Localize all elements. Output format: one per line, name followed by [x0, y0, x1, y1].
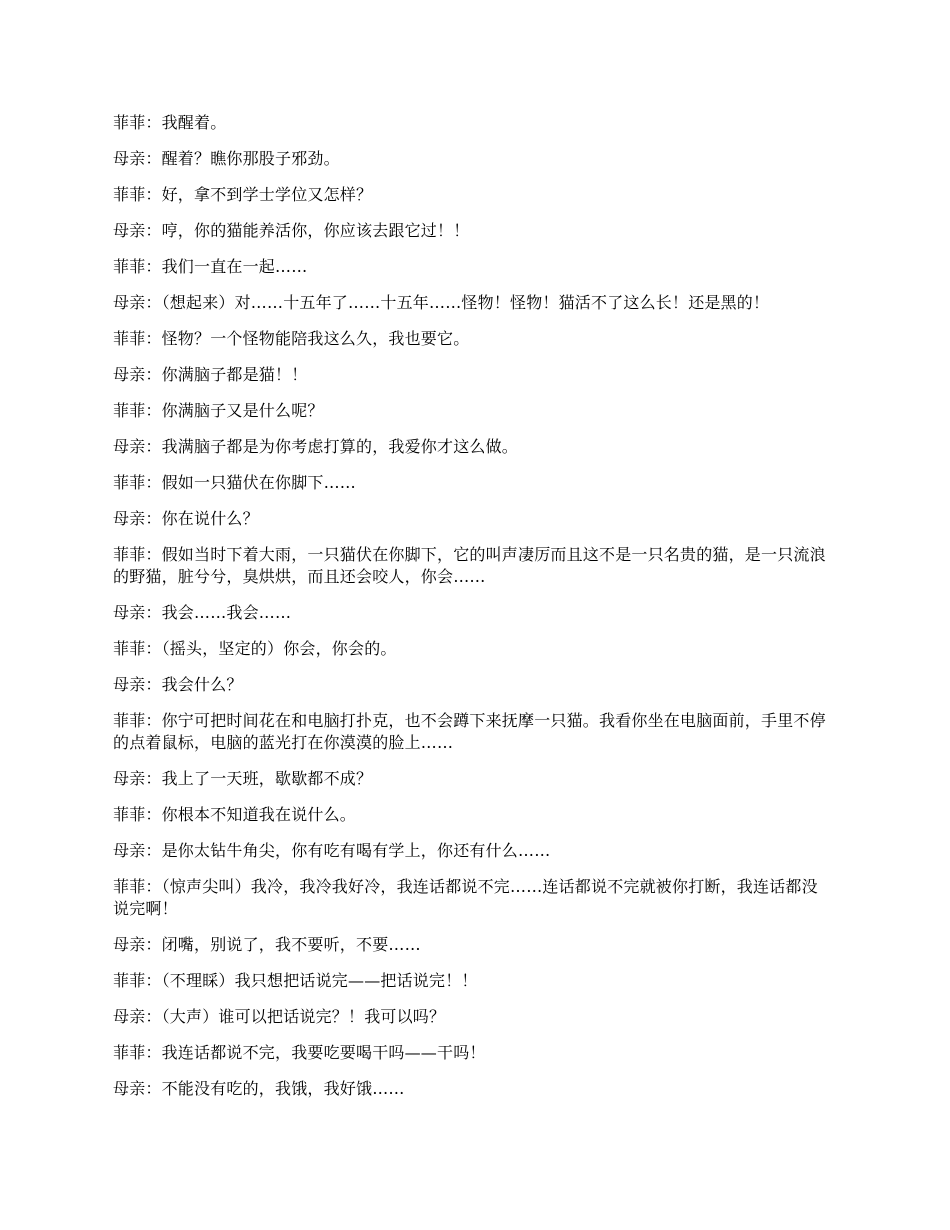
dialogue-line: 母亲：哼，你的猫能养活你，你应该去跟它过！！	[113, 221, 470, 240]
dialogue-line: 菲菲：你根本不知道我在说什么。	[113, 805, 357, 824]
dialogue-line: 菲菲：我连话都说不完，我要吃要喝干吗——干吗！	[113, 1043, 486, 1062]
dialogue-line: 菲菲：（摇头，坚定的）你会，你会的。	[113, 639, 397, 658]
dialogue-line: 菲菲：你宁可把时间花在和电脑打扑克，也不会蹲下来抚摩一只猫。我看你坐在电脑面前，手里不停的点着鼠标，电脑的蓝光打在你漠漠的脸上……	[113, 711, 826, 752]
dialogue-line: 母亲：你满脑子都是猫！！	[113, 365, 308, 384]
dialogue-line: 母亲：我会……我会……	[113, 603, 292, 622]
dialogue-line: 菲菲：好，拿不到学士学位又怎样？	[113, 185, 373, 204]
dialogue-line: 母亲：醒着？瞧你那股子邪劲。	[113, 149, 340, 168]
dialogue-content	[113, 112, 833, 1114]
dialogue-line: 母亲：（大声）谁可以把话说完？！我可以吗？	[113, 1007, 446, 1026]
dialogue-line: 菲菲：假如一只猫伏在你脚下……	[113, 473, 357, 492]
dialogue-line: 菲菲：（惊声尖叫）我冷，我冷我好冷，我连话都说不完……连话都说不完就被你打断，我连话都没说完啊！	[113, 877, 818, 918]
dialogue-line: 菲菲：我们一直在一起……	[113, 257, 308, 276]
dialogue-line: 母亲：（想起来）对……十五年了……十五年……怪物！怪物！猫活不了这么长！还是黑的！	[113, 293, 770, 312]
dialogue-line: 菲菲：你满脑子又是什么呢？	[113, 401, 324, 420]
dialogue-line: 母亲：我上了一天班，歇歇都不成？	[113, 769, 373, 788]
dialogue-line: 母亲：我会什么？	[113, 675, 243, 694]
dialogue-line: 菲菲：怪物？一个怪物能陪我这么久，我也要它。	[113, 329, 470, 348]
dialogue-line: 母亲：不能没有吃的，我饿，我好饿……	[113, 1079, 405, 1098]
dialogue-line: 母亲：你在说什么？	[113, 509, 259, 528]
dialogue-line: 菲菲：假如当时下着大雨，一只猫伏在你脚下，它的叫声凄厉而且这不是一只名贵的猫，是一只流浪的野猫，脏兮兮，臭烘烘，而且还会咬人，你会……	[113, 545, 826, 586]
dialogue-line: 母亲：是你太钻牛角尖，你有吃有喝有学上，你还有什么……	[113, 841, 551, 860]
dialogue-line: 母亲：闭嘴，别说了，我不要听，不要……	[113, 935, 421, 954]
dialogue-line: 菲菲：（不理睬）我只想把话说完——把话说完！！	[113, 971, 478, 990]
dialogue-line: 菲菲：我醒着。	[113, 113, 227, 132]
dialogue-line: 母亲：我满脑子都是为你考虑打算的，我爱你才这么做。	[113, 437, 519, 456]
